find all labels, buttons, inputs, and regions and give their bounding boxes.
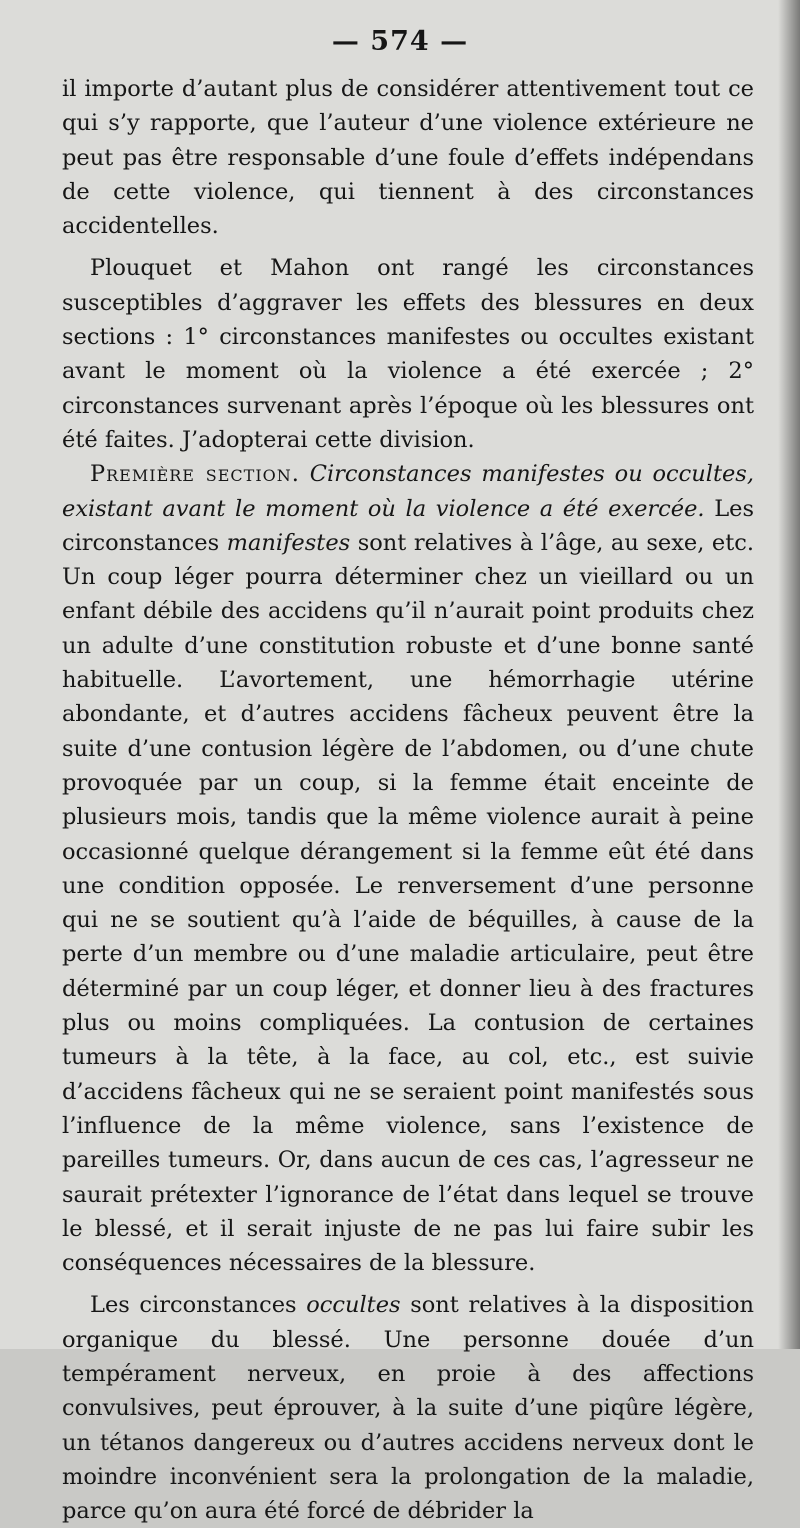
paragraph-4-text-b: sont relatives à la disposition organique du blessé. Une personne douée d’un tempérament nerveux, en proie à des affections convulsives, peut éprouver, à la suite d’une piqûre légère, un tétanos dangereux ou d’autres accidens nerveux dont le moindre inconvénient sera la prolongation de la maladie, parce qu’on aura été forcé de débrider la — [62, 1292, 755, 1525]
paragraph-3 — [62, 457, 754, 1280]
body-text — [62, 72, 754, 1528]
page-number: — 574 — — [331, 26, 469, 57]
paragraph-4-text-a: Les circonstances — [90, 1292, 297, 1319]
paragraph-3-text-b: sont relatives à l’âge, au sexe, etc. Un coup léger pourra déterminer chez un vieillard ou un enfant débile des accidens qu’il n’aurait point produits chez un adulte d’une constitution robuste et d’une bonne santé habituelle. L’avortement, une hémorrhagie utérine abondante, et d’autres accidens fâcheux peuvent être la suite d’une contusion légère de l’abdomen, ou d’une chute provoquée par un coup, si la femme était enceinte de plusieurs mois, tandis que la même violence aurait à peine occasionné quelque dérangement si la femme eût été dans une condition opposée. Le renversement d’une personne qui ne se soutient qu’à l’aide de béquilles, à cause de la perte d’un membre ou d’une maladie articulaire, peut être déterminé par un coup léger, et donner lieu à des fractures plus ou moins compliquées. La contusion de certaines tumeurs à la tête, à la face, au col, etc., est suivie d’accidens fâcheux qui ne se seraient point manifestés sous l’influence de la même violence, sans l’existence de pareilles tumeurs. Or, dans aucun de ces cas, l’agresseur ne saurait prétexter l’ignorance de l’état dans lequel se trouve le blessé, et il serait injuste de ne pas lui faire subir les conséquences nécessaires de la blessure. — [62, 529, 754, 1277]
paragraph-3-text-a: Les circonstances — [62, 495, 754, 556]
section-heading: Première section. — [90, 461, 300, 488]
paragraph-4 — [62, 1288, 754, 1528]
paragraph-1: il importe d’autant plus de considérer attentivement tout ce qui s’y rapporte, que l’auteur d’une violence extérieure ne peut pas être responsable d’une foule d’effets indépendans de cette violence, qui tiennent à des circonstances accidentelles. — [62, 76, 754, 240]
paragraph-4-emphasis: occultes — [306, 1292, 401, 1319]
paragraph-3-emphasis: manifestes — [226, 529, 351, 556]
section-title: Circonstances manifestes ou occultes, existant avant le moment où la violence a été exercée. — [62, 461, 754, 522]
paragraph-2: Plouquet et Mahon ont rangé les circonstances susceptibles d’aggraver les effets des blessures en deux sections : 1° circonstances manifestes ou occultes existant avant le moment où la violence a été exercée ; 2° circonstances survenant après l’époque où les blessures ont été faites. J’adopterai cette division. — [62, 255, 754, 453]
